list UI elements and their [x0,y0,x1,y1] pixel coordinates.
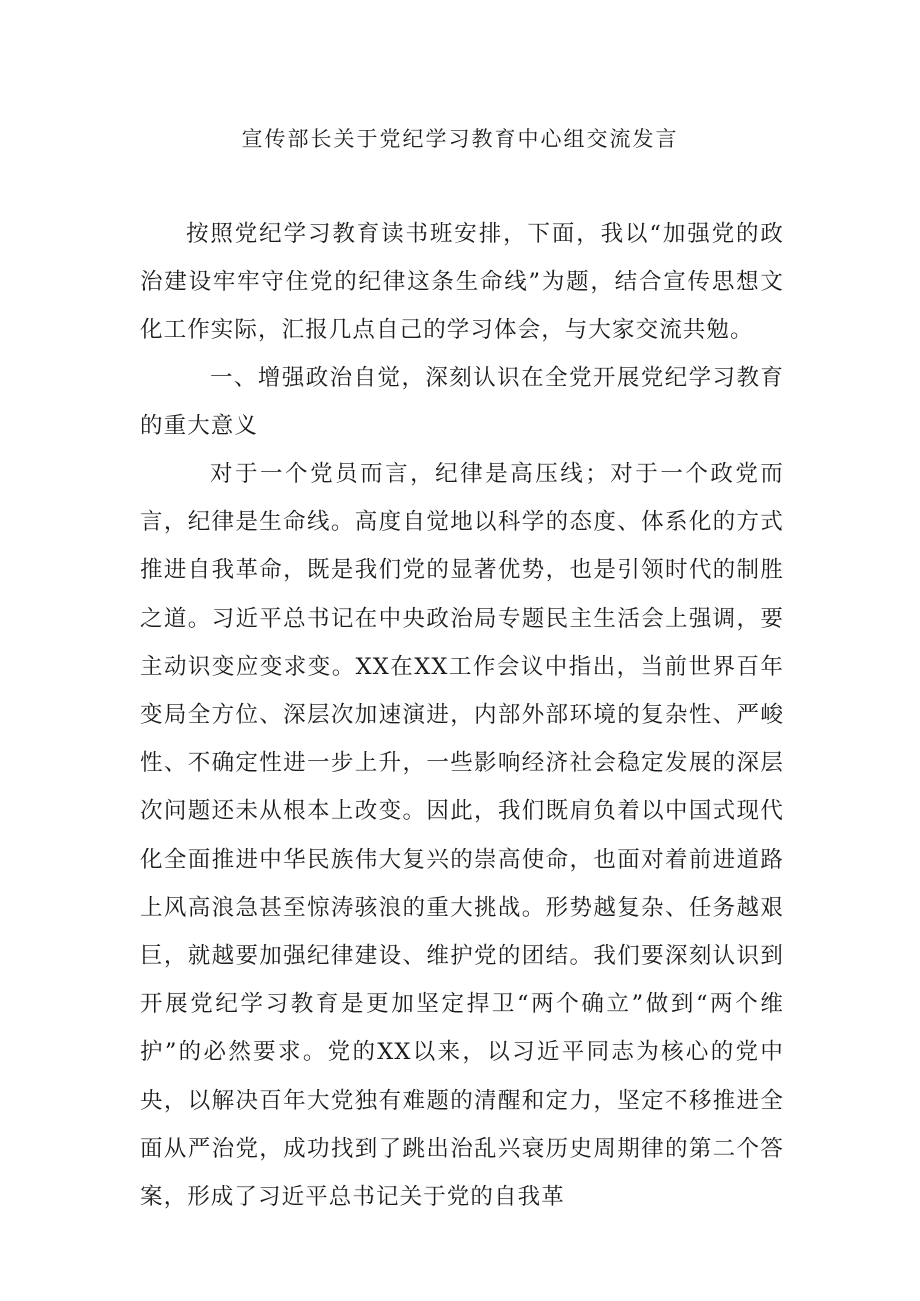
body-paragraph: 对于一个党员而言，纪律是高压线；对于一个政党而言，纪律是生命线。高度自觉地以科学的态度、体系化的方式推进自我革命，既是我们党的显著优势，也是引领时代的制胜之道。习近平总书记在中央政治局专题民主生活会上强调，要主动识变应变求变。XX在XX工作会议中指出，当前世界百年变局全方位、深层次加速演进，内部外部环境的复杂性、严峻性、不确定性进一步上升，一些影响经济社会稳定发展的深层次问题还未从根本上改变。因此，我们既肩负着以中国式现代化全面推进中华民族伟大复兴的崇高使命，也面对着前进道路上风高浪急甚至惊涛骇浪的重大挑战。形势越复杂、任务越艰巨，就越要加强纪律建设、维护党的团结。我们要深刻认识到开展党纪学习教育是更加坚定捍卫“两个确立”做到“两个维护”的必然要求。党的XX以来，以习近平同志为核心的党中央，以解决百年大党独有难题的清醒和定力，坚定不移推进全面从严治党，成功找到了跳出治乱兴衰历史周期律的第二个答案，形成了习近平总书记关于党的自我革 [140,461,784,1211]
intro-paragraph: 按照党纪学习教育读书班安排，下面，我以“加强党的政治建设牢牢守住党的纪律这条生命线”为题，结合宣传思想文化工作实际，汇报几点自己的学习体会，与大家交流共勉。 [140,221,784,344]
section-heading: 一、增强政治自觉，深刻认识在全党开展党纪学习教育的重大意义 [140,365,784,440]
document-title: 宣传部长关于党纪学习教育中心组交流发言 [241,127,679,151]
